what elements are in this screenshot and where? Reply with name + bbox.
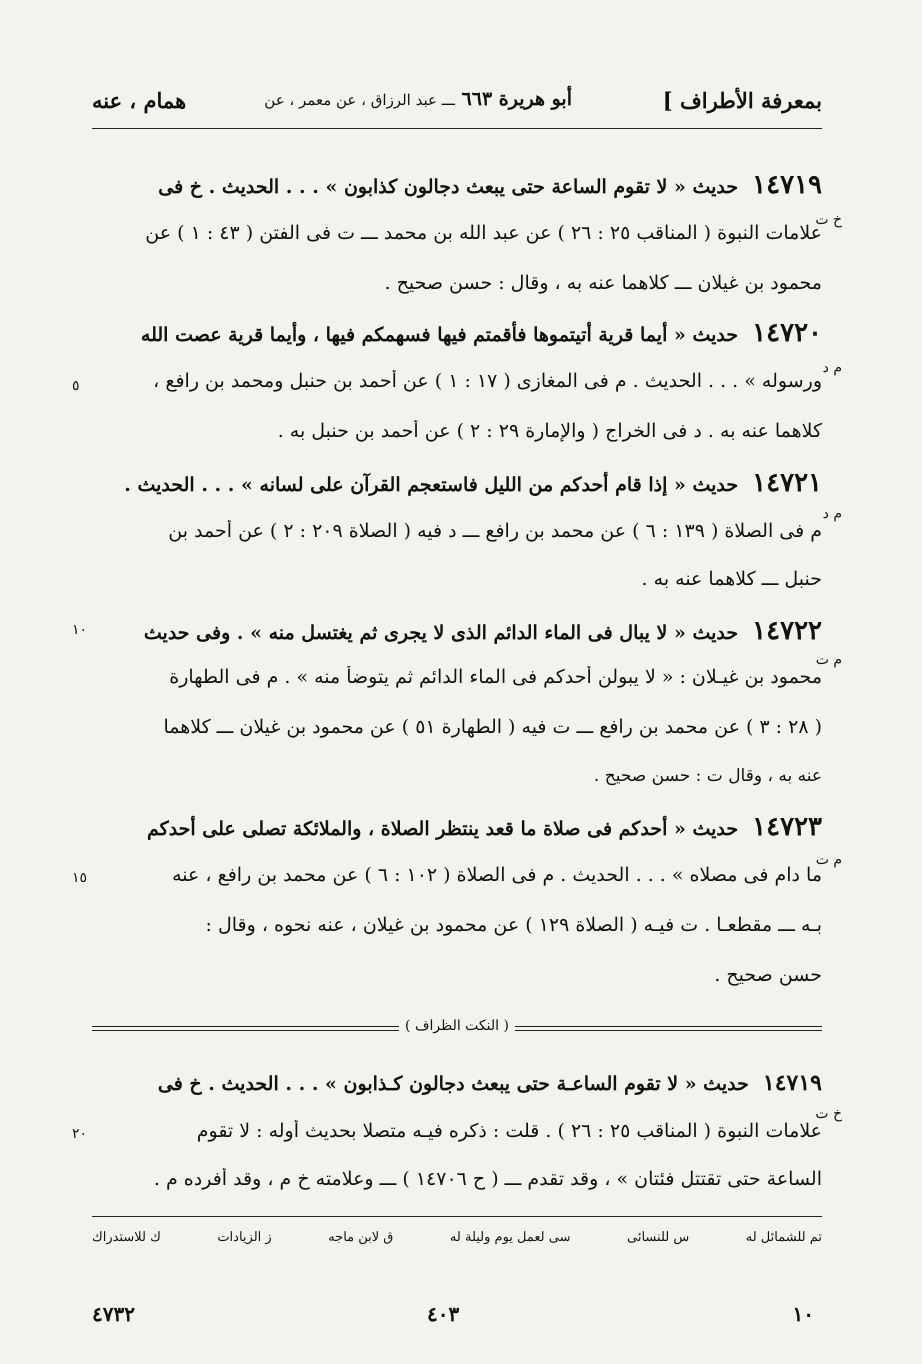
- header-rule: [92, 128, 822, 129]
- header-middle: [264, 88, 572, 110]
- nukat-line: الساعة حتى تقتتل فئتان » ، وقد تقدم ـــ ( ح ١٤٧٠٦ ) ـــ وعلامته خ م ، وقد أفرده م .: [153, 1168, 822, 1190]
- legend-item: سى لعمل يوم وليلة له: [449, 1230, 571, 1245]
- legend-item: ك للاستدراك: [92, 1230, 161, 1245]
- running-header: [92, 88, 822, 124]
- entry-marker: خ ت: [815, 1106, 842, 1122]
- page-number-center: ٤٠٣: [427, 1302, 460, 1326]
- entry-text: حديث « أحدكم فى صلاة ما قعد ينتظر الصلاة ، والملائكة تصلى على أحدكم: [147, 818, 739, 840]
- entry-text: حديث « لا يبال فى الماء الدائم الذى لا يجرى ثم يغتسل منه » . وفى حديث: [143, 622, 739, 644]
- entry-line: بـه ـــ مقطعـا . ت فيـه ( الصلاة ١٢٩ ) عن محمود بن غيلان ، عنه نحوه ، وقال :: [205, 914, 822, 936]
- page-number-left: ٤٧٣٢: [92, 1302, 135, 1326]
- entry-number: ١٤٧٢٢: [752, 616, 822, 646]
- entry-line: محمود بن غيلان ـــ كلاهما عنه به ، وقال : حسن صحيح .: [384, 272, 822, 294]
- entry-text: حديث « أيما قرية أتيتموها فأقمتم فيها فسهمكم فيها ، وأيما قرية عصت الله: [140, 324, 739, 346]
- entry-line: [92, 170, 822, 200]
- entry-number: ١٤٧٢١: [752, 468, 822, 498]
- entry-marker: م ت: [815, 652, 842, 668]
- entry-marker: م د: [822, 360, 842, 376]
- header-middle-bold: أبو هريرة ٦٦٣: [461, 88, 572, 110]
- margin-line-number: ٥: [72, 378, 80, 394]
- entry-line: [92, 318, 822, 348]
- nukat-line: [92, 1070, 822, 1096]
- entry-marker: م د: [822, 506, 842, 522]
- entry-line: ما دام فى مصلاه » . . . الحديث . م فى الصلاة ( ١٠٢ : ٦ ) عن محمد بن رافع ، عنه: [172, 864, 822, 886]
- margin-line-number: ٢٠: [72, 1126, 88, 1142]
- separator-label: ( النكت الظراف ): [399, 1018, 515, 1034]
- entry-line: كلاهما عنه به . د فى الخراج ( والإمارة ٢٩ : ٢ ) عن أحمد بن حنبل به .: [277, 420, 822, 442]
- entry-line: حنبل ـــ كلاهما عنه به .: [641, 568, 822, 590]
- entry-line: م فى الصلاة ( ١٣٩ : ٦ ) عن محمد بن رافع ـــ د فيه ( الصلاة ٢٠٩ : ٢ ) عن أحمد بن: [168, 520, 822, 542]
- entry-number: ١٤٧٢٠: [752, 318, 822, 348]
- entry-line: [92, 616, 822, 646]
- header-middle-small: ـــ عبد الرزاق ، عن معمر ، عن: [264, 91, 455, 109]
- entry-line: [92, 812, 822, 842]
- entry-text: حديث « إذا قام أحدكم من الليل فاستعجم القرآن على لسانه » . . . الحديث .: [124, 474, 739, 496]
- legend-item: ز الزيادات: [217, 1230, 272, 1245]
- entry-text: حديث « لا تقوم الساعة حتى يبعث دجالون كذابون » . . . الحديث . خ فى: [158, 176, 739, 198]
- entry-line: [92, 468, 822, 498]
- margin-line-number: ١٥: [72, 870, 88, 886]
- footer-legend: [92, 1230, 822, 1245]
- entry-number: ١٤٧١٩: [752, 170, 822, 200]
- entry-line: حسن صحيح .: [714, 964, 822, 986]
- entry-line: عنه به ، وقال ت : حسن صحيح .: [593, 766, 822, 786]
- entry-line: ( ٢٨ : ٣ ) عن محمد بن رافع ـــ ت فيه ( الطهارة ٥١ ) عن محمود بن غيلان ـــ كلاهما: [163, 716, 822, 738]
- page-number-right: ١٠: [792, 1302, 814, 1326]
- entry-line: علامات النبوة ( المناقب ٢٥ : ٢٦ ) عن عبد الله بن محمد ـــ ت فى الفتن ( ٤٣ : ١ ) عن: [145, 222, 822, 244]
- legend-item: تم للشمائل له: [745, 1230, 822, 1245]
- footer-rule: [92, 1216, 822, 1217]
- entry-line: محمود بن غيـلان : « لا يبولن أحدكم فى الماء الدائم ثم يتوضأ منه » . م فى الطهارة: [169, 666, 822, 688]
- entry-marker: خ ت: [815, 212, 842, 228]
- entry-line: ورسوله » . . . الحديث . م فى المغازى ( ١٧ : ١ ) عن أحمد بن حنبل ومحمد بن رافع ،: [153, 370, 822, 392]
- legend-item: س للنسائى: [627, 1230, 690, 1245]
- entry-marker: م ت: [815, 852, 842, 868]
- nukat-separator: [92, 1018, 822, 1040]
- margin-line-number: ١٠: [72, 622, 88, 638]
- header-right: بمعرفة الأطراف ]: [662, 88, 822, 113]
- header-left: همام ، عنه: [92, 88, 187, 113]
- entry-number: ١٤٧١٩: [762, 1070, 822, 1096]
- entry-text: حديث « لا تقوم الساعـة حتى يبعث دجالون كـذابون » . . . الحديث . خ فى: [157, 1073, 749, 1095]
- entry-number: ١٤٧٢٣: [752, 812, 822, 842]
- legend-item: ق لابن ماجه: [328, 1230, 394, 1245]
- nukat-line: علامات النبوة ( المناقب ٢٥ : ٢٦ ) . قلت : ذكره فيـه متصلا بحديث أوله : لا تقوم: [196, 1120, 822, 1142]
